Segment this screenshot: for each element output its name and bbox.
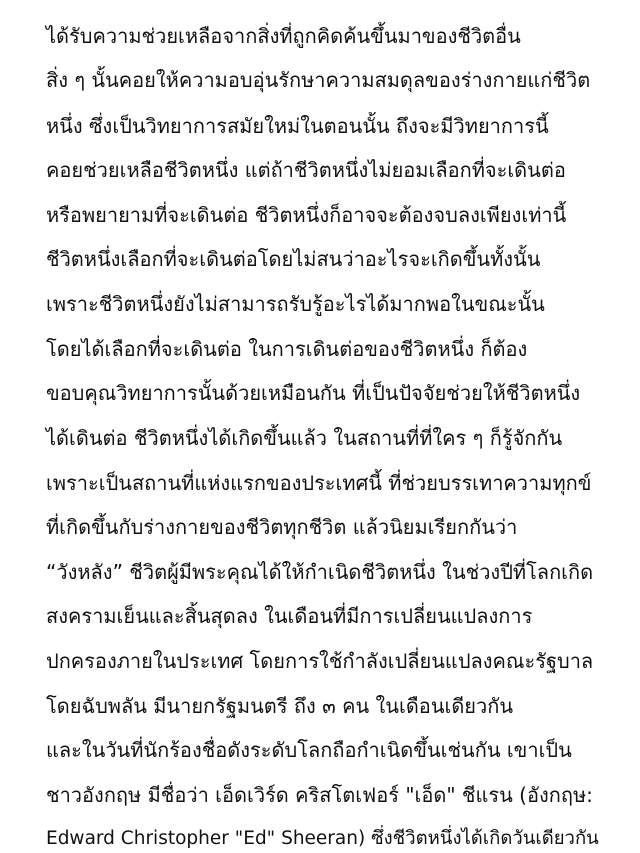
text-line: Edward Christopher "Ed" Sheeran) ซึ่งชีวิตหนึ่งได้เกิดวันเดียวกัน <box>46 828 599 849</box>
text-line: เพราะชีวิตหนึ่งยังไม่สามารถรับรู้อะไรได้มากพอในขณะนั้น <box>46 292 545 317</box>
text-line: โดยได้เลือกที่จะเดินต่อ ในการเดินต่อของชีวิตหนึ่ง ก็ต้อง <box>46 336 528 361</box>
text-line: ปกครองภายในประเทศ โดยการใช้กำลังเปลี่ยนแปลงคณะรัฐบาล <box>46 649 594 674</box>
text-line: ได้เดินต่อ ชีวิตหนึ่งได้เกิดขึ้นแล้ว ในสถานที่ที่ใคร ๆ ก็รู้จักกัน <box>46 425 563 450</box>
text-line: เพราะเป็นสถานที่แห่งแรกของประเทศนี้ ที่ช่วยบรรเทาความทุกข์ <box>46 470 592 495</box>
text-line: หนึ่ง ซึ่งเป็นวิทยาการสมัยใหม่ในตอนนั้น ถึงจะมีวิทยาการนี้ <box>46 113 549 138</box>
text-line: ที่เกิดขึ้นกับร่างกายของชีวิตทุกชีวิต แล้วนิยมเรียกกันว่า <box>46 515 518 540</box>
text-line: หรือพยายามที่จะเดินต่อ ชีวิตหนึ่งก็อาจจะต้องจบลงเพียงเท่านี้ <box>46 202 567 227</box>
text-line: และในวันที่นักร้องชื่อดังระดับโลกถือกำเนิดขึ้นเช่นกัน เขาเป็น <box>46 738 572 763</box>
text-line: โดยฉับพลัน มีนายกรัฐมนตรี ถึง ๓ คน ในเดือนเดียวกัน <box>46 693 514 718</box>
text-line: ชาวอังกฤษ มีชื่อว่า เอ็ดเวิร์ด คริสโตเฟอร์ "เอ็ด" ชีแรน (อังกฤษ: <box>46 782 593 807</box>
text-line: สิ่ง ๆ นั้นคอยให้ความอบอุ่นรักษาความสมดุลของร่างกายแก่ชีวิต <box>46 68 591 93</box>
text-line: สงครามเย็นและสิ้นสุดลง ในเดือนที่มีการเปลี่ยนแปลงการ <box>46 604 533 629</box>
text-line: ชีวิตหนึ่งเลือกที่จะเดินต่อโดยไม่สนว่าอะไรจะเกิดขึ้นทั้งนั้น <box>46 246 541 271</box>
text-line: ได้รับความช่วยเหลือจากสิ่งที่ถูกคิดค้นขึ้นมาของชีวิตอื่น <box>46 24 521 48</box>
text-line: คอยช่วยเหลือชีวิตหนึ่ง แต่ถ้าชีวิตหนึ่งไม่ยอมเลือกที่จะเดินต่อ <box>46 158 566 183</box>
text-line: “วังหลัง” ชีวิตผู้มีพระคุณได้ให้กำเนิดชีวิตหนึ่ง ในช่วงปีที่โลกเกิด <box>46 559 594 584</box>
text-line: ขอบคุณวิทยาการนั้นด้วยเหมือนกัน ที่เป็นปัจจัยช่วยให้ชีวิตหนึ่ง <box>46 381 581 406</box>
